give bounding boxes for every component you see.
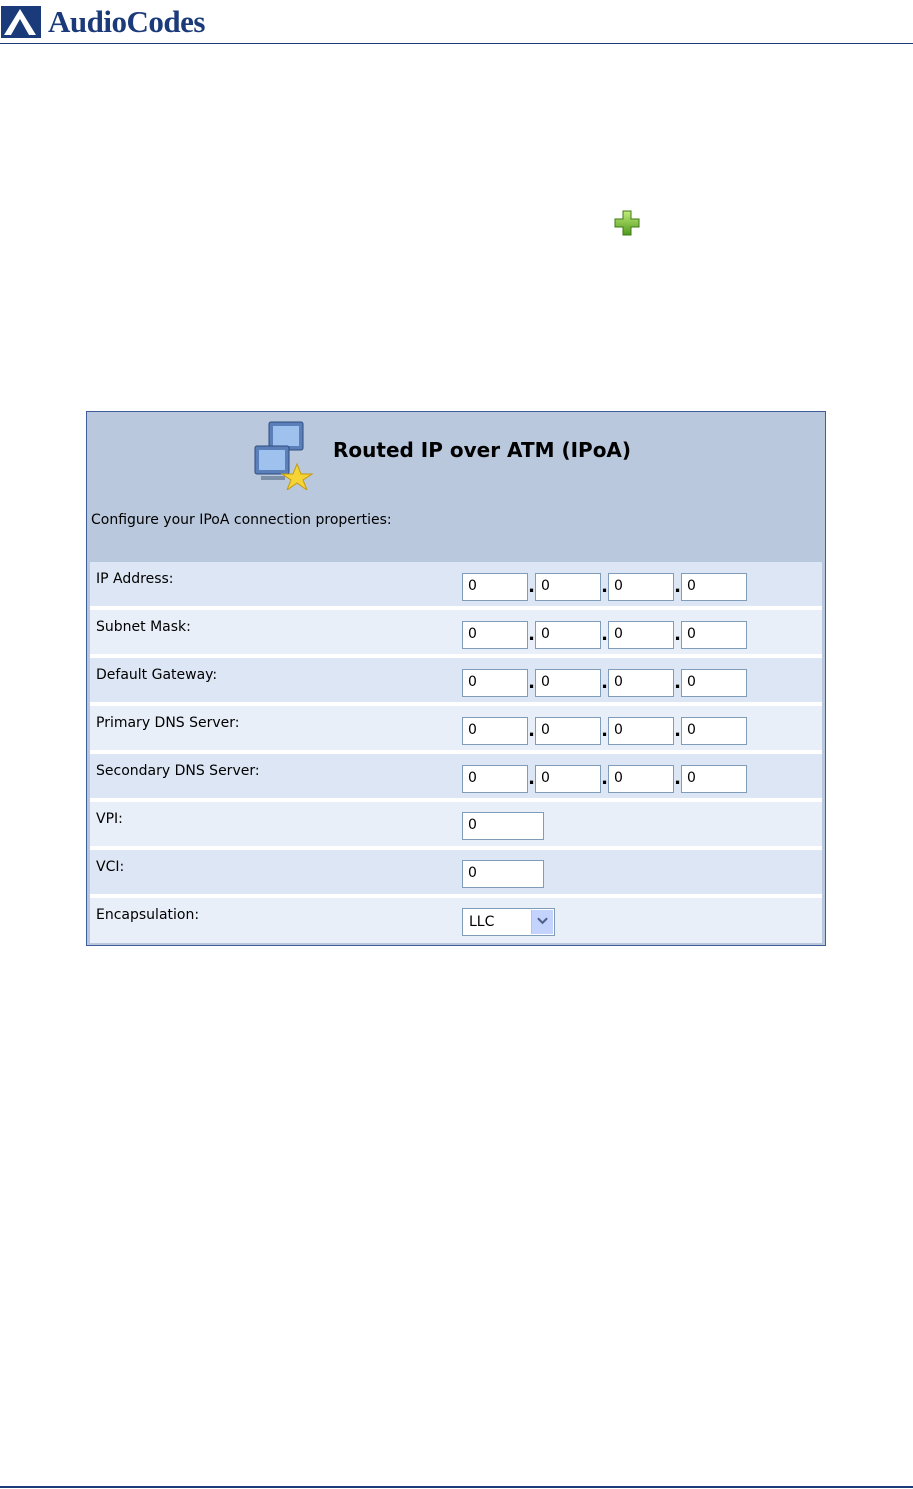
dropdown-button[interactable] bbox=[531, 910, 553, 934]
footer-divider bbox=[0, 1486, 913, 1488]
audiocodes-logo-icon bbox=[0, 5, 44, 39]
ip-address-octet-3[interactable]: 0 bbox=[608, 573, 674, 601]
octet-separator: . bbox=[528, 672, 535, 693]
encapsulation-row bbox=[90, 898, 822, 943]
vpi-input[interactable]: 0 bbox=[462, 812, 544, 840]
vci-label: VCI: bbox=[96, 859, 125, 875]
ip-address-octet-1[interactable]: 0 bbox=[462, 573, 528, 601]
octet-separator: . bbox=[528, 720, 535, 741]
ip-address-field bbox=[462, 572, 747, 602]
octet-separator: . bbox=[601, 720, 608, 741]
panel-title: Routed IP over ATM (IPoA) bbox=[333, 438, 632, 462]
primary-dns-label: Primary DNS Server: bbox=[96, 715, 240, 731]
secondary-dns-octet-2[interactable]: 0 bbox=[535, 765, 601, 793]
default-gateway-octet-1[interactable]: 0 bbox=[462, 669, 528, 697]
default-gateway-row bbox=[90, 658, 822, 704]
primary-dns-field bbox=[462, 716, 747, 746]
secondary-dns-octet-3[interactable]: 0 bbox=[608, 765, 674, 793]
primary-dns-octet-2[interactable]: 0 bbox=[535, 717, 601, 745]
header-divider bbox=[0, 43, 913, 44]
subnet-mask-octet-3[interactable]: 0 bbox=[608, 621, 674, 649]
octet-separator: . bbox=[674, 720, 681, 741]
octet-separator: . bbox=[674, 672, 681, 693]
ip-address-octet-4[interactable]: 0 bbox=[681, 573, 747, 601]
subnet-mask-label: Subnet Mask: bbox=[96, 619, 191, 635]
octet-separator: . bbox=[528, 624, 535, 645]
subnet-mask-octet-2[interactable]: 0 bbox=[535, 621, 601, 649]
default-gateway-octet-4[interactable]: 0 bbox=[681, 669, 747, 697]
subnet-mask-octet-4[interactable]: 0 bbox=[681, 621, 747, 649]
octet-separator: . bbox=[601, 672, 608, 693]
octet-separator: . bbox=[601, 768, 608, 789]
encapsulation-selected-value: LLC bbox=[469, 914, 495, 930]
ip-address-label: IP Address: bbox=[96, 571, 174, 587]
ipoa-settings-panel bbox=[86, 411, 826, 946]
default-gateway-field bbox=[462, 668, 747, 698]
subnet-mask-octet-1[interactable]: 0 bbox=[462, 621, 528, 649]
encapsulation-select[interactable] bbox=[462, 908, 555, 936]
settings-form bbox=[90, 562, 822, 943]
default-gateway-label: Default Gateway: bbox=[96, 667, 218, 683]
plus-icon bbox=[613, 209, 641, 237]
vci-row bbox=[90, 850, 822, 896]
audiocodes-logo bbox=[0, 4, 205, 40]
primary-dns-octet-4[interactable]: 0 bbox=[681, 717, 747, 745]
vpi-row bbox=[90, 802, 822, 848]
secondary-dns-field bbox=[462, 764, 747, 794]
octet-separator: . bbox=[528, 768, 535, 789]
secondary-dns-label: Secondary DNS Server: bbox=[96, 763, 260, 779]
octet-separator: . bbox=[601, 576, 608, 597]
chevron-down-icon bbox=[532, 910, 553, 932]
subnet-mask-field bbox=[462, 620, 747, 650]
primary-dns-row bbox=[90, 706, 822, 752]
panel-description: Configure your IPoA connection properties: bbox=[91, 512, 392, 528]
octet-separator: . bbox=[674, 768, 681, 789]
octet-separator: . bbox=[674, 576, 681, 597]
vpi-label: VPI: bbox=[96, 811, 123, 827]
subnet-mask-row bbox=[90, 610, 822, 656]
octet-separator: . bbox=[528, 576, 535, 597]
primary-dns-octet-3[interactable]: 0 bbox=[608, 717, 674, 745]
octet-separator: . bbox=[601, 624, 608, 645]
encapsulation-label: Encapsulation: bbox=[96, 907, 200, 923]
octet-separator: . bbox=[674, 624, 681, 645]
secondary-dns-octet-1[interactable]: 0 bbox=[462, 765, 528, 793]
primary-dns-octet-1[interactable]: 0 bbox=[462, 717, 528, 745]
secondary-dns-row bbox=[90, 754, 822, 800]
ip-address-octet-2[interactable]: 0 bbox=[535, 573, 601, 601]
ip-address-row bbox=[90, 562, 822, 608]
brand-name: AudioCodes bbox=[48, 4, 205, 39]
secondary-dns-octet-4[interactable]: 0 bbox=[681, 765, 747, 793]
default-gateway-octet-3[interactable]: 0 bbox=[608, 669, 674, 697]
network-connection-icon bbox=[247, 416, 317, 490]
panel-header bbox=[87, 412, 825, 562]
default-gateway-octet-2[interactable]: 0 bbox=[535, 669, 601, 697]
vci-input[interactable]: 0 bbox=[462, 860, 544, 888]
